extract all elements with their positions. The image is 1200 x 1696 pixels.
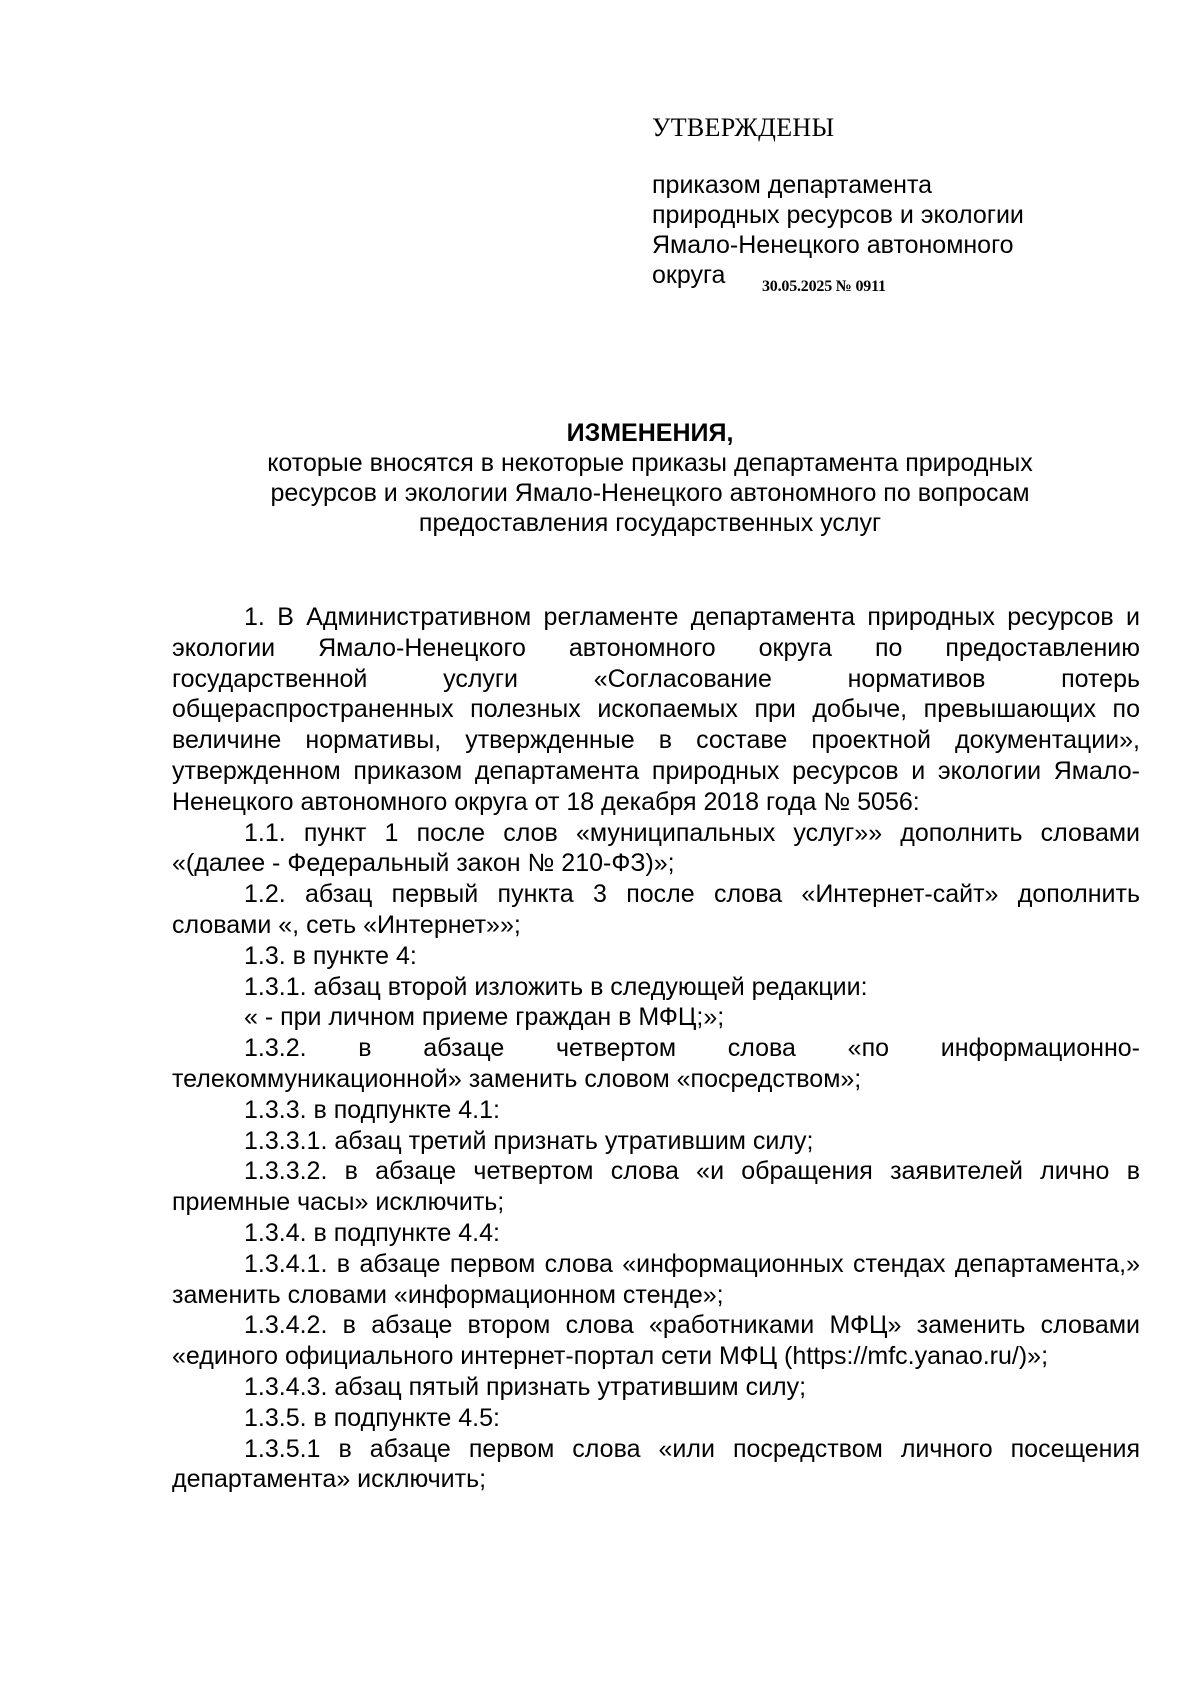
document-body: [172, 602, 1140, 1495]
approval-line: природных ресурсов и экологии: [652, 201, 1024, 229]
paragraph-1-3-4-2: 1.3.4.2. в абзаце втором слова «работниками МФЦ» заменить словами «единого официального интернет-портал сети МФЦ (https://mfc.yanao.ru/)»;: [172, 1311, 1140, 1371]
paragraph-1-3-5-1: 1.3.5.1 в абзаце первом слова «или посредством личного посещения департамента» исключить;: [172, 1434, 1140, 1494]
paragraph-1-3-3-2: 1.3.3.2. в абзаце четвертом слова «и обращения заявителей лично в приемные часы» исключить;: [172, 1157, 1140, 1217]
approval-title: УТВЕРЖДЕНЫ: [652, 113, 835, 142]
paragraph-1-3-3-1: 1.3.3.1. абзац третий признать утратившим силу;: [244, 1126, 814, 1155]
paragraph-1-1: 1.1. пункт 1 после слов «муниципальных услуг»» дополнить словами «(далее - Федеральный закон № 210-ФЗ)»;: [172, 818, 1140, 878]
document-title: ИЗМЕНЕНИЯ,: [566, 419, 734, 447]
paragraph-1-2: 1.2. абзац первый пункта 3 после слова «Интернет-сайт» дополнить словами «, сеть «Интернет»»;: [172, 880, 1140, 939]
paragraph-1-3-4-1: 1.3.4.1. в абзаце первом слова «информационных стендах департамента,» заменить словами «информационном стенде»;: [172, 1249, 1140, 1309]
approval-line: округа: [652, 261, 726, 289]
approval-block: [652, 112, 1092, 295]
approval-line: приказом департамента: [652, 171, 933, 199]
paragraph-1: 1. В Административном регламенте департамента природных ресурсов и экологии Ямало-Ненецкого автономного округа по предоставлению государственной услуги «Согласование нормативов потерь общераспространенных полезных ископаемых при добыче, превышающих по величине нормативы, утвержденные в составе проектной документации», утвержденном приказом департамента природных ресурсов и экологии Ямало-Ненецкого автономного округа от 18 декабря 2018 года № 5056:: [172, 603, 1140, 816]
paragraph-quote: « - при личном приеме граждан в МФЦ;»;: [244, 1003, 725, 1032]
approval-text: [652, 170, 1092, 295]
subtitle-line: предоставления государственных услуг: [418, 509, 882, 537]
approval-line-with-stamp: [652, 260, 1092, 295]
paragraph-1-3-3: 1.3.3. в подпункте 4.1:: [244, 1095, 500, 1124]
paragraph-1-3-2: 1.3.2. в абзаце четвертом слова «по информационно-телекоммуникационной» заменить словом «посредством»;: [172, 1034, 1140, 1093]
document-subtitle: [170, 448, 1130, 538]
paragraph-1-3-1: 1.3.1. абзац второй изложить в следующей редакции:: [244, 972, 868, 1001]
paragraph-1-3-4: 1.3.4. в подпункте 4.4:: [244, 1218, 500, 1247]
subtitle-line: которые вносятся в некоторые приказы департамента природных: [267, 449, 1033, 477]
paragraph-1-3-4-3: 1.3.4.3. абзац пятый признать утратившим силу;: [244, 1372, 807, 1401]
registration-number: 30.05.2025 № 0911: [762, 278, 886, 295]
paragraph-1-3: 1.3. в пункте 4:: [244, 941, 417, 970]
paragraph-1-3-5: 1.3.5. в подпункте 4.5:: [244, 1403, 500, 1432]
document-heading: [170, 418, 1130, 538]
approval-line: Ямало-Ненецкого автономного: [652, 231, 1014, 259]
subtitle-line: ресурсов и экологии Ямало-Ненецкого автономного по вопросам: [270, 479, 1030, 507]
